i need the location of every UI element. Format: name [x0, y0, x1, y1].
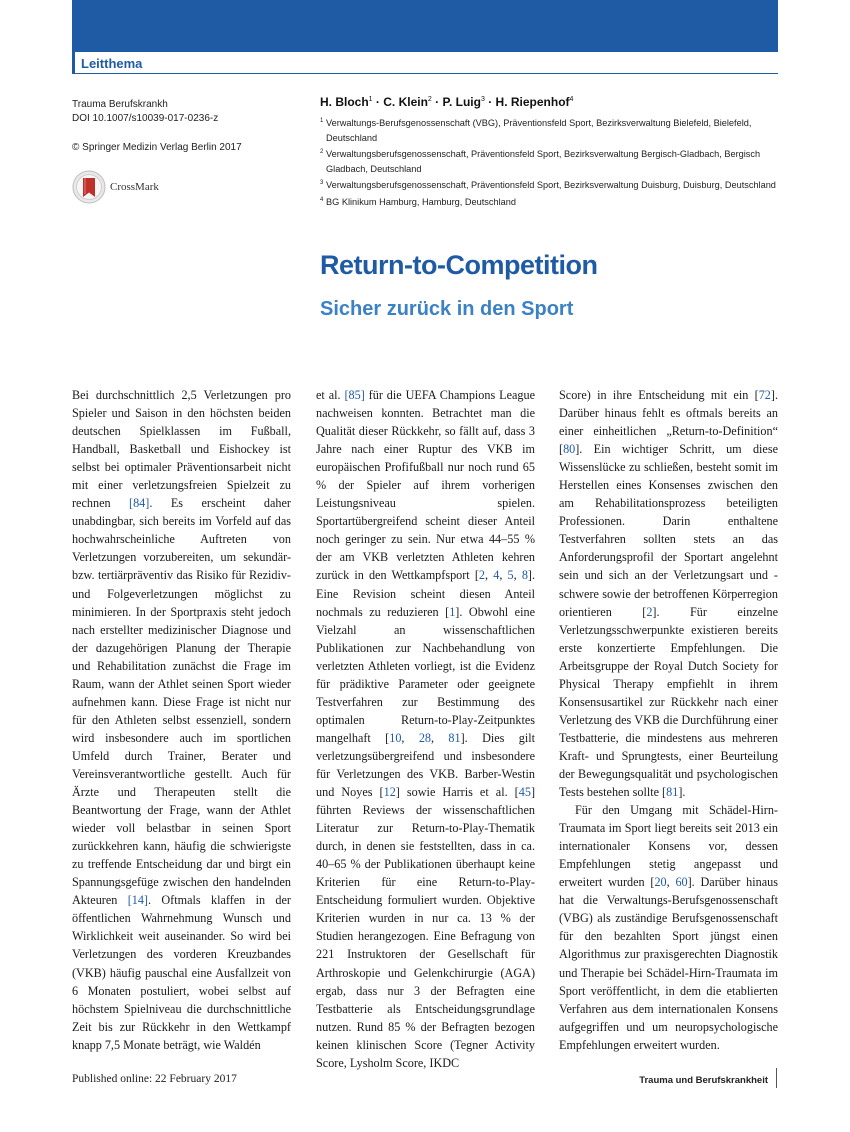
text-run: ,: [666, 875, 676, 890]
text-run: ]. Für einzelne Verletzungsschwerpunkte existieren bereits erste konzertierte Empfehlungen. Die Arbeitsgruppe der Royal Dutch Society for Physical Therapy empfiehlt in ihrem Konsensusartikel zur Rückkehr nach einer Verletzung des VKB die Durchführung einer Testbatterie, die mindestens aus mehreren Kraft- und Sprungtests, einer Beurteilung der Bewegungsqualität und psychologischen Tests bestehen sollte [: [559, 604, 779, 800]
author-name: H. Riepenhof$^4$: [495, 95, 574, 109]
paragraph: [72, 386, 291, 1054]
article-meta: [72, 98, 302, 155]
affiliation-text: Verwaltungsberufsgenossenschaft, Präventionsfeld Sport, Bezirksverwaltung Bergisch-Gladbach, Bergisch Gladbach, Deutschland: [326, 149, 761, 174]
author-affiliation-number: 4: [569, 96, 574, 103]
journal-name: Trauma und Berufskrankheit: [639, 1075, 768, 1086]
footer-divider: [776, 1068, 777, 1088]
citation-link[interactable]: 81: [448, 730, 461, 745]
author-name: C. Klein$^2$: [383, 95, 432, 109]
affiliation-number: 2: [320, 149, 324, 155]
text-run: ,: [499, 568, 508, 583]
article-title: Return-to-Competition: [320, 250, 598, 280]
text-run: ] sowie Harris et al. [: [395, 785, 519, 800]
text-run: ]. Dies gilt verletzungsübergreifend und insbesondere für Verletzungen des VKB. Barber-Westin und Noyes [: [316, 730, 536, 800]
affiliation-number: 3: [320, 180, 324, 186]
affiliation-number: 1: [320, 118, 324, 124]
text-run: ]. Eine Revision scheint diesen Anteil nochmals zu reduzieren [: [316, 568, 536, 619]
header-bar: [72, 0, 778, 52]
paragraph: [559, 386, 778, 801]
author-separator: ·: [372, 95, 384, 109]
author-affiliation-number: 2: [427, 96, 432, 103]
citation-link[interactable]: 5: [507, 568, 514, 583]
author-separator: ·: [431, 95, 443, 109]
text-run: ]. Obwohl eine Vielzahl an wissenschaftlichen Publikationen zur Nachbehandlung von verletzten Athleten vorliegt, ist die Evidenz für prädiktive Parameter oder geeignete Testverfahren zur Bestimmung des optimalen Return-to-Play-Zeitpunktes mangelhaft [: [316, 604, 535, 745]
affiliation-text: Verwaltungs-Berufsgenossenschaft (VBG), Präventionsfeld Sport, Bezirksverwaltung Bielefeld, Bielefeld, Deutschland: [326, 118, 752, 143]
crossmark-badge[interactable]: [72, 170, 159, 204]
published-date: Published online: 22 February 2017: [72, 1073, 237, 1085]
affiliation-item: [320, 195, 780, 210]
citation-link[interactable]: 60: [675, 875, 688, 890]
citation-link[interactable]: 2: [478, 568, 486, 583]
text-run: ] führten Reviews der wissenschaftlichen Literatur zur Return-to-Play-Thematik durch, in denen sie feststellten, dass in ca. 40–65 % der Publikationen überhaupt keine Kriterien für eine Return-to-Play-Entscheidung formuliert wurden. Objektive Kriterien wurden in nur ca. 13 % der Studien herangezogen. Eine Befragung von 221 Instruktoren der Gesellschaft für Arthroskopie und Gelenkchirurgie (AGA) ergab, dass nur 3 der Befragten eine Testbatterie als Entscheidungsgrundlage nutzen. Rund 85 % der Befragten bezogen keinen klinischen Score (Tegner Activity Score, Lysholm Score, IKDC: [316, 785, 535, 1070]
body-column-2: [316, 386, 536, 1070]
text-run: Score) in ihre Entscheidung mit ein [: [559, 388, 759, 402]
paragraph: [316, 386, 535, 1072]
citation-link[interactable]: [14]: [127, 893, 148, 908]
text-run: Bei durchschnittlich 2,5 Verletzungen pro Spieler und Saison in den höchsten beiden deutschen Spielklassen im Fußball, Handball, Basketball und Eishockey ist selbst bei optimaler Präventionsarbeit nicht mit einer verletzungsfreien Spielzeit zu rechnen: [72, 388, 291, 511]
text-run: ]. Darüber hinaus hat die Verwaltungs-Berufsgenossenschaft (VBG) als zuständige Berufsgenossenschaft für den bezahlten Sport jüngst einen Algorithmus zur praxisgerechten Diagnostik und Therapie bei Schädel-Hirn-Traumata im Sport veröffentlicht, in dem die etablierten Verfahren aus dem internationalen Konsens aufgegriffen und um neuropsychologische Empfehlungen erweitert wurden.: [559, 875, 778, 1052]
text-run: et al.: [316, 388, 345, 402]
author-name: H. Bloch$^1$: [320, 95, 373, 109]
author-names: [320, 95, 780, 109]
citation-link[interactable]: 81: [666, 785, 679, 800]
affiliation-number: 4: [320, 196, 324, 203]
text-run: ]. Ein wichtiger Schritt, um diese Wissenslücke zu schließen, besteht somit im Herstellen eines Konsenses zwischen den am Rehabilitationsprozess beteiligten Professionen. Darin enthaltene Testverfahren sollten stets an das Anforderungsprofil der Sportart angelehnt sein und sich an der Verletzungsart und -schwere sowie der betroffenen Körperregion orientieren [: [559, 442, 778, 619]
author-separator: ·: [484, 95, 496, 109]
section-label-bar: [72, 52, 778, 74]
citation-link[interactable]: 2: [646, 604, 653, 619]
author-affiliation-number: 1: [368, 96, 373, 103]
text-run: ,: [485, 568, 494, 583]
text-run: ,: [401, 730, 419, 745]
citation-link[interactable]: [85]: [344, 388, 365, 402]
citation-link[interactable]: 1: [449, 604, 456, 619]
author-name: P. Luig$^3$: [442, 95, 485, 109]
citation-link[interactable]: 12: [383, 785, 396, 800]
affiliations: [320, 116, 780, 209]
text-run: ,: [431, 730, 449, 745]
citation-link[interactable]: 4: [493, 568, 500, 583]
affiliation-text: BG Klinikum Hamburg, Hamburg, Deutschland: [326, 196, 516, 207]
copyright: © Springer Medizin Verlag Berlin 2017: [72, 142, 242, 153]
text-run: für die UEFA Champions League nachweisen konnten. Betrachtet man die Qualität dieser Rückkehr, so fällt auf, dass 3 Jahre nach einer Ruptur des VKB im europäischen Profifußball nur noch rund 65 % der Spieler auf ihrem vorherigen Leistungsniveau spielen. Sportartübergreifend scheint dieser Anteil noch geringer zu sein. Nur etwa 44–55 % der am VKB verletzten Athleten kehren zurück in den Wettkampfsport [: [316, 388, 536, 583]
citation-link[interactable]: 10: [389, 730, 402, 745]
affiliation-item: [320, 178, 780, 193]
text-run: ].: [678, 785, 686, 800]
affiliation-item: [320, 147, 780, 176]
section-label: Leitthema: [81, 56, 143, 71]
affiliation-item: [320, 116, 780, 145]
text-run: ,: [513, 568, 522, 583]
text-run: ]. Darüber hinaus fehlt es oftmals bereits an einer einheitlichen „Return-to-Definition“ [: [559, 388, 778, 457]
doi[interactable]: DOI 10.1007/s10039-017-0236-z: [72, 113, 219, 124]
text-run: . Oftmals klaffen in der öffentlichen Wahrnehmung Wunsch und Wirklichkeit weit auseinander. So wird bei Verletzungen des vorderen Kreuzbandes (VKB) häufig pauschal eine Ausfallzeit von 6 Monaten postuliert, wobei selbst auf höchstem Spielniveau die durchschnittliche Zeit bis zur Rückkehr in den Wettkampf knapp 7,5 Monate beträgt, wie Waldén: [72, 893, 291, 1052]
affiliation-text: Verwaltungsberufsgenossenschaft, Präventionsfeld Sport, Bezirksverwaltung Duisburg, Duisburg, Deutschland: [326, 180, 776, 190]
paragraph: [559, 801, 778, 1054]
citation-link[interactable]: [84]: [129, 496, 150, 511]
crossmark-label: CrossMark: [110, 181, 159, 193]
citation-link[interactable]: 20: [654, 875, 667, 890]
citation-link[interactable]: 80: [563, 442, 576, 457]
article-subtitle: Sicher zurück in den Sport: [320, 298, 574, 320]
journal-abbrev: Trauma Berufskrankh: [72, 99, 168, 110]
text-run: . Es erscheint daher unabdingbar, sich bereits im Vorfeld auf das hochwahrscheinliche Auftreten von Verletzungen vorzubereiten, um sekundär- bzw. tertiärpräventiv das Risiko für Rezidiv- und Folgeverletzungen möglichst zu minimieren. In der Sportpraxis steht jedoch nach erstellter medizinischer Diagnose und der dazugehörigen Planung der Therapie und Rehabilitation zunächst die Frage im Raum, wann der Athlet seinen Sport wieder aufnehmen kann. Diese Frage ist nicht nur für den Athleten selbst essenziell, sondern wird insbesondere auch im sportlichen Umfeld durch Trainer, Berater und Vereinsverantwortliche gestellt. Auch für Ärzte und Therapeuten stellt die Beantwortung der Frage, wann der Athlet wieder voll belastbar in seinen Sport zurückkehren kann, häufig die schwierigste zu treffende Entscheidung dar und birgt ein Spannungsgefüge zwischen den handelnden Akteuren: [72, 496, 291, 908]
body-column-3: [559, 386, 778, 1056]
text-run: Für den Umgang mit Schädel-Hirn-Traumata im Sport liegt bereits seit 2013 ein internationaler Konsens vor, dessen Empfehlungen stetig angepasst und erweitert wurden [: [559, 803, 778, 890]
crossmark-icon: [72, 170, 106, 204]
author-block: [320, 95, 780, 211]
body-column-1: [72, 386, 291, 1056]
citation-link[interactable]: 28: [418, 730, 432, 745]
citation-link[interactable]: 8: [521, 568, 528, 583]
citation-link[interactable]: 45: [518, 785, 531, 800]
citation-link[interactable]: 72: [758, 388, 771, 402]
author-affiliation-number: 3: [480, 96, 485, 103]
